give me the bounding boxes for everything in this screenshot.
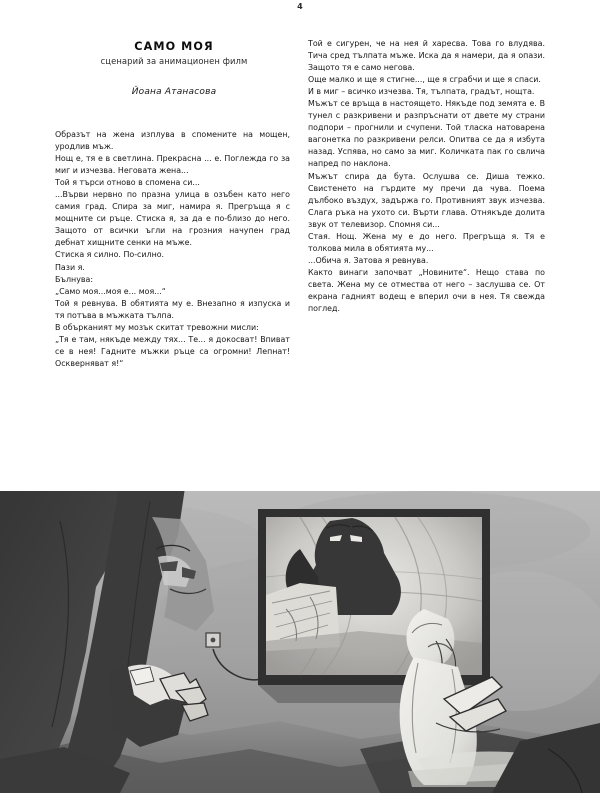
paragraph: В обърканият му мозък скитат тревожни мисли: bbox=[55, 322, 259, 332]
paragraph: Той е сигурен, че на нея й харесва. Това го влудява. Тича сред тълпата мъже. Иска да я намери, да я опази. Защото тя е само негова. bbox=[308, 39, 545, 73]
paragraph: Мъжът се връща в настоящето. Някъде под земята е. В тунел с разкривени и разпръснати от двете му страни подпори – прогнили и счупени. Той тласка натоварена вагонетка по разкривени релси. Опитва се да я избута назад. Успява, но само за миг. Количката пак го свлича напред по наклона. bbox=[308, 99, 545, 169]
page-number: 4 bbox=[297, 2, 303, 11]
text-column-right bbox=[308, 38, 545, 315]
paragraph: Стая. Нощ. Жена му е до него. Прегръща я. Тя е толкова мила в обятията му... bbox=[308, 231, 545, 253]
page-subtitle: сценарий за анимационен филм bbox=[100, 56, 248, 67]
paragraph: Образът на жена изплува в спомените на мощен, уродлив мъж. bbox=[55, 130, 290, 152]
paragraph: Както винаги започват „Новините“. Нещо става по света. Жена му се отмества от него – заслушва се. От екрана гадният водещ е вперил очи в нея. Тя свежда поглед. bbox=[308, 267, 545, 314]
paragraph: Бълнува: bbox=[55, 274, 94, 284]
paragraph: Пази я. bbox=[55, 262, 85, 272]
text-column-left bbox=[55, 129, 290, 370]
title-block bbox=[55, 40, 293, 97]
paragraph: ...Обича я. Затова я ревнува. bbox=[308, 255, 429, 265]
watercolor-illustration bbox=[0, 491, 600, 793]
paragraph: Нощ е, тя е в светлина. Прекрасна ... е. Поглежда го за миг и изчезва. Неговата жена... bbox=[55, 154, 290, 176]
paragraph: И в миг – всичко изчезва. Тя, тълпата, градът, нощта. bbox=[308, 87, 535, 97]
paragraph: „Само моя...моя е... моя...“ bbox=[55, 286, 166, 296]
paragraph: „Тя е там, някъде между тях... Те... я докосват! Впиват се в нея! Гадните мъжки ръце са огромни! Лепнат! Оскверняват я!“ bbox=[55, 334, 290, 368]
paragraph: Стиска я силно. По-силно. bbox=[55, 250, 165, 260]
paragraph: Той я ревнува. В обятията му е. Внезапно я изпуска и тя потъва в мъжката тълпа. bbox=[55, 298, 290, 320]
paragraph: Още малко и ще я стигне..., ще я сграбчи и ще я спаси. bbox=[308, 75, 541, 85]
paragraph: ...Върви нервно по празна улица в озъбен като него самия град. Спира за миг, намира я. Прегръща я с мощните си ръце. Стиска я, за да е по-близо до него. Защото от всички ъгли на грозния начупен град дебнат хищните сенки на мъже. bbox=[55, 190, 290, 248]
paragraph: Мъжът спира да бута. Ослушва се. Диша тежко. Свистенето на гърдите му пречи да чува. Поема дълбоко въздух, задържа го. Противният звук изчезва. Слага ръка на ухото си. Върти глава. Отнякъде долита звук от телевизор. Спомня си... bbox=[308, 171, 545, 229]
author-name: Йоана Атанасова bbox=[131, 86, 217, 97]
paragraph: Той я търси отново в спомена си... bbox=[55, 178, 200, 188]
page-title: САМО МОЯ bbox=[134, 40, 214, 53]
